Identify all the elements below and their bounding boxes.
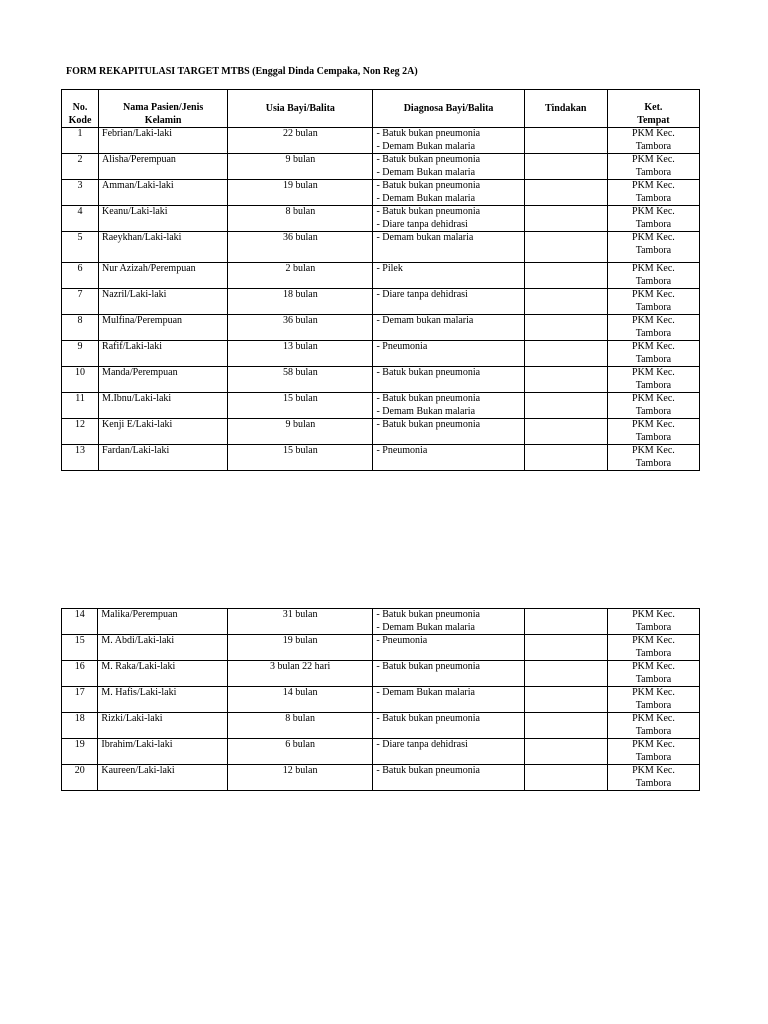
diagnosis-line: - Diare tanpa dehidrasi bbox=[376, 739, 468, 750]
cell-age: 31 bulan bbox=[227, 609, 373, 635]
cell-no-kode: 7 bbox=[62, 289, 99, 315]
cell-no-kode: 14 bbox=[62, 609, 98, 635]
ket-line: Tambora bbox=[635, 751, 672, 763]
header-no-line-2: Kode bbox=[68, 114, 92, 126]
cell-age: 36 bulan bbox=[228, 232, 373, 263]
cell-action bbox=[525, 713, 608, 739]
table-row bbox=[62, 609, 700, 635]
cell-age: 8 bulan bbox=[227, 713, 373, 739]
cell-patient-name: M.Ibnu/Laki-laki bbox=[99, 393, 228, 419]
table-row bbox=[62, 232, 700, 263]
header-diagnosis: Diagnosa Bayi/Balita bbox=[373, 90, 524, 128]
cell-age: 58 bulan bbox=[228, 367, 373, 393]
ket-line: PKM Kec. bbox=[632, 206, 675, 217]
cell-diagnosis bbox=[373, 367, 524, 393]
cell-age: 8 bulan bbox=[228, 206, 373, 232]
cell-ket-place bbox=[607, 765, 699, 791]
ket-line: PKM Kec. bbox=[632, 263, 675, 274]
ket-line: Tambora bbox=[635, 699, 672, 711]
cell-ket-place bbox=[607, 232, 699, 263]
ket-line: PKM Kec. bbox=[632, 687, 675, 698]
cell-age: 22 bulan bbox=[228, 128, 373, 154]
cell-no-kode: 16 bbox=[62, 661, 98, 687]
cell-diagnosis bbox=[373, 635, 525, 661]
recap-table-page-1 bbox=[61, 89, 700, 471]
cell-action bbox=[525, 765, 608, 791]
table-row bbox=[62, 393, 700, 419]
table-header-row bbox=[62, 90, 700, 128]
cell-no-kode: 8 bbox=[62, 315, 99, 341]
cell-action bbox=[524, 289, 607, 315]
ket-line: Tambora bbox=[635, 405, 672, 417]
cell-diagnosis bbox=[373, 180, 524, 206]
ket-line: Tambora bbox=[635, 140, 672, 152]
ket-line: Tambora bbox=[635, 275, 672, 287]
cell-patient-name: Rafif/Laki-laki bbox=[99, 341, 228, 367]
cell-patient-name: Kaureen/Laki-laki bbox=[98, 765, 227, 791]
ket-line: PKM Kec. bbox=[632, 739, 675, 750]
form-title: FORM REKAPITULASI TARGET MTBS (Enggal Dinda Cempaka, Non Reg 2A) bbox=[66, 66, 418, 77]
header-no-kode bbox=[62, 90, 99, 128]
table-row bbox=[62, 206, 700, 232]
cell-action bbox=[524, 315, 607, 341]
cell-ket-place bbox=[607, 315, 699, 341]
cell-ket-place bbox=[607, 128, 699, 154]
ket-line: Tambora bbox=[635, 647, 672, 659]
cell-age: 9 bulan bbox=[228, 154, 373, 180]
cell-age: 15 bulan bbox=[228, 445, 373, 471]
diagnosis-line: - Demam Bukan malaria bbox=[376, 687, 475, 698]
header-age: Usia Bayi/Balita bbox=[228, 90, 373, 128]
cell-age: 6 bulan bbox=[227, 739, 373, 765]
cell-action bbox=[525, 609, 608, 635]
cell-ket-place bbox=[607, 445, 699, 471]
ket-line: PKM Kec. bbox=[632, 154, 675, 165]
diagnosis-line: - Demam Bukan malaria bbox=[376, 140, 476, 152]
ket-line: PKM Kec. bbox=[632, 609, 675, 620]
diagnosis-line: - Batuk bukan pneumonia bbox=[376, 393, 481, 404]
cell-patient-name: Manda/Perempuan bbox=[99, 367, 228, 393]
cell-no-kode: 11 bbox=[62, 393, 99, 419]
header-ket-place bbox=[607, 90, 699, 128]
ket-line: PKM Kec. bbox=[632, 128, 675, 139]
cell-ket-place bbox=[607, 687, 699, 713]
table-row bbox=[62, 341, 700, 367]
cell-action bbox=[524, 154, 607, 180]
cell-ket-place bbox=[607, 609, 699, 635]
cell-no-kode: 12 bbox=[62, 419, 99, 445]
table-row bbox=[62, 765, 700, 791]
cell-ket-place bbox=[607, 713, 699, 739]
cell-diagnosis bbox=[373, 739, 525, 765]
cell-no-kode: 6 bbox=[62, 263, 99, 289]
diagnosis-line: - Diare tanpa dehidrasi bbox=[376, 289, 468, 300]
cell-age: 9 bulan bbox=[228, 419, 373, 445]
ket-line: PKM Kec. bbox=[632, 635, 675, 646]
cell-ket-place bbox=[607, 739, 699, 765]
ket-line: PKM Kec. bbox=[632, 713, 675, 724]
table-row bbox=[62, 128, 700, 154]
diagnosis-line: - Pneumonia bbox=[376, 445, 428, 456]
cell-action bbox=[524, 341, 607, 367]
diagnosis-line: - Demam Bukan malaria bbox=[376, 166, 476, 178]
table-row bbox=[62, 367, 700, 393]
cell-patient-name: Raeykhan/Laki-laki bbox=[99, 232, 228, 263]
table-row bbox=[62, 445, 700, 471]
cell-age: 19 bulan bbox=[227, 635, 373, 661]
diagnosis-line: - Batuk bukan pneumonia bbox=[376, 206, 481, 217]
cell-patient-name: Malika/Perempuan bbox=[98, 609, 227, 635]
ket-line: Tambora bbox=[635, 301, 672, 313]
cell-ket-place bbox=[607, 661, 699, 687]
cell-no-kode: 2 bbox=[62, 154, 99, 180]
table-row bbox=[62, 739, 700, 765]
header-name-line-1: Nama Pasien/Jenis bbox=[123, 102, 204, 113]
ket-line: PKM Kec. bbox=[632, 419, 675, 430]
cell-no-kode: 3 bbox=[62, 180, 99, 206]
cell-action bbox=[525, 687, 608, 713]
ket-line: Tambora bbox=[635, 725, 672, 737]
cell-age: 36 bulan bbox=[228, 315, 373, 341]
cell-action bbox=[524, 367, 607, 393]
table-row bbox=[62, 263, 700, 289]
cell-diagnosis bbox=[373, 128, 524, 154]
ket-line: PKM Kec. bbox=[632, 393, 675, 404]
cell-age: 18 bulan bbox=[228, 289, 373, 315]
cell-patient-name: Ibrahim/Laki-laki bbox=[98, 739, 227, 765]
ket-line: PKM Kec. bbox=[632, 661, 675, 672]
table-row bbox=[62, 154, 700, 180]
cell-ket-place bbox=[607, 263, 699, 289]
table-row bbox=[62, 661, 700, 687]
diagnosis-line: - Demam Bukan malaria bbox=[376, 192, 476, 204]
table-row bbox=[62, 419, 700, 445]
ket-line: Tambora bbox=[635, 673, 672, 685]
diagnosis-line: - Pilek bbox=[376, 263, 403, 274]
diagnosis-line: - Demam Bukan malaria bbox=[376, 621, 475, 633]
cell-action bbox=[524, 232, 607, 263]
cell-age: 13 bulan bbox=[228, 341, 373, 367]
cell-age: 2 bulan bbox=[228, 263, 373, 289]
cell-no-kode: 10 bbox=[62, 367, 99, 393]
table-row bbox=[62, 687, 700, 713]
cell-diagnosis bbox=[373, 419, 524, 445]
cell-patient-name: Kenji E/Laki-laki bbox=[99, 419, 228, 445]
ket-line: Tambora bbox=[635, 621, 672, 633]
cell-diagnosis bbox=[373, 687, 525, 713]
diagnosis-line: - Diare tanpa dehidrasi bbox=[376, 218, 468, 230]
diagnosis-line: - Pneumonia bbox=[376, 635, 428, 646]
diagnosis-line: - Demam bukan malaria bbox=[376, 232, 474, 243]
cell-ket-place bbox=[607, 180, 699, 206]
cell-action bbox=[524, 393, 607, 419]
cell-ket-place bbox=[607, 419, 699, 445]
cell-diagnosis bbox=[373, 206, 524, 232]
cell-action bbox=[524, 263, 607, 289]
ket-line: Tambora bbox=[635, 166, 672, 178]
cell-age: 14 bulan bbox=[227, 687, 373, 713]
ket-line: PKM Kec. bbox=[632, 367, 675, 378]
cell-patient-name: Alisha/Perempuan bbox=[99, 154, 228, 180]
cell-patient-name: M. Abdi/Laki-laki bbox=[98, 635, 227, 661]
ket-line: Tambora bbox=[635, 327, 672, 339]
diagnosis-line: - Batuk bukan pneumonia bbox=[376, 180, 481, 191]
cell-no-kode: 19 bbox=[62, 739, 98, 765]
cell-age: 12 bulan bbox=[227, 765, 373, 791]
cell-diagnosis bbox=[373, 154, 524, 180]
cell-action bbox=[524, 206, 607, 232]
diagnosis-line: - Demam Bukan malaria bbox=[376, 405, 476, 417]
cell-ket-place bbox=[607, 206, 699, 232]
ket-line: Tambora bbox=[635, 244, 672, 256]
cell-diagnosis bbox=[373, 765, 525, 791]
table-body-page-2 bbox=[62, 609, 700, 791]
cell-diagnosis bbox=[373, 315, 524, 341]
cell-age: 3 bulan 22 hari bbox=[227, 661, 373, 687]
cell-diagnosis bbox=[373, 289, 524, 315]
cell-patient-name: Nazril/Laki-laki bbox=[99, 289, 228, 315]
diagnosis-line: - Demam bukan malaria bbox=[376, 315, 474, 326]
cell-action bbox=[525, 739, 608, 765]
diagnosis-line: - Batuk bukan pneumonia bbox=[376, 367, 481, 378]
diagnosis-line: - Batuk bukan pneumonia bbox=[376, 609, 480, 620]
ket-line: Tambora bbox=[635, 192, 672, 204]
cell-ket-place bbox=[607, 154, 699, 180]
header-name-line-2: Kelamin bbox=[144, 114, 182, 126]
ket-line: Tambora bbox=[635, 431, 672, 443]
cell-ket-place bbox=[607, 393, 699, 419]
ket-line: PKM Kec. bbox=[632, 445, 675, 456]
cell-no-kode: 9 bbox=[62, 341, 99, 367]
cell-no-kode: 15 bbox=[62, 635, 98, 661]
cell-ket-place bbox=[607, 367, 699, 393]
cell-diagnosis bbox=[373, 661, 525, 687]
header-action: Tindakan bbox=[524, 90, 607, 128]
cell-patient-name: Amman/Laki-laki bbox=[99, 180, 228, 206]
cell-no-kode: 1 bbox=[62, 128, 99, 154]
table-row bbox=[62, 289, 700, 315]
diagnosis-line: - Batuk bukan pneumonia bbox=[376, 154, 481, 165]
cell-ket-place bbox=[607, 341, 699, 367]
ket-line: PKM Kec. bbox=[632, 341, 675, 352]
table-row bbox=[62, 315, 700, 341]
header-patient-name bbox=[99, 90, 228, 128]
cell-no-kode: 4 bbox=[62, 206, 99, 232]
cell-diagnosis bbox=[373, 232, 524, 263]
diagnosis-line: - Batuk bukan pneumonia bbox=[376, 128, 481, 139]
cell-diagnosis bbox=[373, 263, 524, 289]
header-ket-line-1: Ket. bbox=[644, 102, 663, 113]
ket-line: Tambora bbox=[635, 777, 672, 789]
recap-table-page-2 bbox=[61, 608, 700, 791]
diagnosis-line: - Pneumonia bbox=[376, 341, 428, 352]
cell-patient-name: Fardan/Laki-laki bbox=[99, 445, 228, 471]
cell-patient-name: Mulfina/Perempuan bbox=[99, 315, 228, 341]
header-no-line-1: No. bbox=[72, 102, 88, 113]
ket-line: PKM Kec. bbox=[632, 289, 675, 300]
diagnosis-line: - Batuk bukan pneumonia bbox=[376, 765, 480, 776]
cell-diagnosis bbox=[373, 713, 525, 739]
ket-line: PKM Kec. bbox=[632, 315, 675, 326]
cell-ket-place bbox=[607, 289, 699, 315]
table-row bbox=[62, 635, 700, 661]
diagnosis-line: - Batuk bukan pneumonia bbox=[376, 419, 481, 430]
ket-line: Tambora bbox=[635, 353, 672, 365]
cell-patient-name: Keanu/Laki-laki bbox=[99, 206, 228, 232]
cell-diagnosis bbox=[373, 341, 524, 367]
cell-no-kode: 17 bbox=[62, 687, 98, 713]
cell-patient-name: M. Hafis/Laki-laki bbox=[98, 687, 227, 713]
diagnosis-line: - Batuk bukan pneumonia bbox=[376, 713, 480, 724]
ket-line: Tambora bbox=[635, 218, 672, 230]
cell-action bbox=[525, 661, 608, 687]
header-ket-line-2: Tempat bbox=[637, 114, 670, 126]
cell-action bbox=[524, 128, 607, 154]
ket-line: Tambora bbox=[635, 457, 672, 469]
cell-patient-name: Rizki/Laki-laki bbox=[98, 713, 227, 739]
table-body-page-1 bbox=[62, 128, 700, 471]
table-row bbox=[62, 713, 700, 739]
cell-action bbox=[525, 635, 608, 661]
cell-patient-name: M. Raka/Laki-laki bbox=[98, 661, 227, 687]
cell-no-kode: 18 bbox=[62, 713, 98, 739]
cell-diagnosis bbox=[373, 609, 525, 635]
cell-ket-place bbox=[607, 635, 699, 661]
cell-action bbox=[524, 419, 607, 445]
cell-no-kode: 5 bbox=[62, 232, 99, 263]
ket-line: PKM Kec. bbox=[632, 765, 675, 776]
diagnosis-line: - Batuk bukan pneumonia bbox=[376, 661, 480, 672]
cell-action bbox=[524, 180, 607, 206]
cell-diagnosis bbox=[373, 393, 524, 419]
cell-age: 19 bulan bbox=[228, 180, 373, 206]
cell-diagnosis bbox=[373, 445, 524, 471]
cell-no-kode: 20 bbox=[62, 765, 98, 791]
ket-line: PKM Kec. bbox=[632, 232, 675, 243]
ket-line: Tambora bbox=[635, 379, 672, 391]
cell-patient-name: Nur Azizah/Perempuan bbox=[99, 263, 228, 289]
table-row bbox=[62, 180, 700, 206]
cell-action bbox=[524, 445, 607, 471]
cell-patient-name: Febrian/Laki-laki bbox=[99, 128, 228, 154]
ket-line: PKM Kec. bbox=[632, 180, 675, 191]
cell-no-kode: 13 bbox=[62, 445, 99, 471]
cell-age: 15 bulan bbox=[228, 393, 373, 419]
